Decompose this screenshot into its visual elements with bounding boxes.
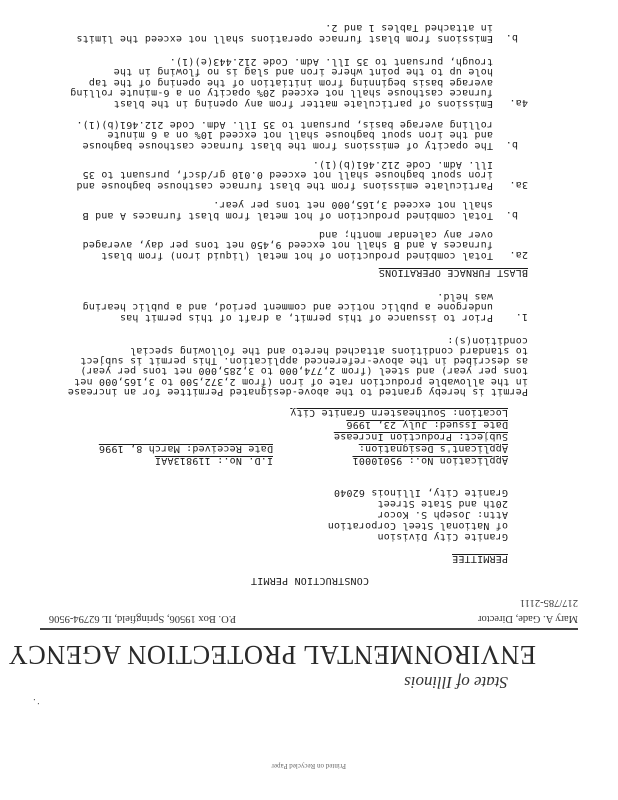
permittee-line: 20th and State Street [377,498,508,509]
condition-line: Ill. Adm. Code 212.461(b)(1). [312,159,493,170]
permittee-line: Granite City, Illinois 62040 [333,487,508,498]
condition-3a-number: 3a. [509,179,528,190]
date-received: Date Received: March 8, 1996 [98,443,273,454]
agency-address: P.O. Box 19506, Springfield, IL 62794-9506 [48,613,236,624]
permit-fields [78,406,508,466]
application-number: Application No.: 95010001 [352,455,508,466]
date-issued: Date Issued: July 23, 1996 [346,419,508,430]
condition-line: over any calendar month; and [318,229,493,240]
recycled-paper-footer: Printed on Recycled Paper [271,762,346,770]
condition-4a [70,56,493,109]
permittee-line: of National Steel Corporation [327,520,508,531]
permittee-line: Granite City Division [377,531,508,542]
intro-line: in the allowable production rate of iron (from 2,372,500 to 3,165,000 net [73,375,528,387]
intro-line: as described in the above-referenced application. This permit is subject [80,355,528,367]
condition-3b-number: b. [505,139,518,150]
condition-line: Emissions from blast furnace operations shall not exceed the limits [76,33,493,44]
agency-phone: 217/785-2111 [519,597,578,608]
intro-line: condition(s): [447,334,528,346]
condition-line: in attached Tables 1 and 2. [325,22,493,34]
condition-line: furnaces A and B shall not exceed 9,450 net tons per day, averaged [82,239,493,251]
state-seal-text: State of Illinois [404,673,508,692]
condition-line: undergone a public notice and comment period, and a public hearing [82,301,493,313]
condition-4b-number: b. [505,32,518,43]
intro-line: Permit is hereby granted to the above-designated Permittee for an increase [67,386,528,397]
condition-1 [82,291,493,323]
condition-line: furnace casthouse shall not exceed 20% opacity on a 6-minute rolling [70,87,493,99]
condition-line: rolling average basis, pursuant to 35 Ill. Adm. Code 212.461(b)(1). [76,119,493,130]
condition-line: Prior to issuance of this permit, a draft of this permit has [119,312,493,323]
condition-4b [76,22,493,43]
condition-line: Emissions of particulate matter from any opening in the blast [113,98,493,109]
condition-line: shall not exceed 3,165,000 net tons per year. [213,199,493,211]
condition-1-number: 1. [515,311,528,322]
letterhead-rule [40,628,578,630]
condition-line: iron spout baghouse shall not exceed 0.010 gr/dscf, pursuant to 35 [82,169,493,181]
condition-line: was held. [437,291,493,302]
intro-line: to standard conditions attached hereto and the following special [129,344,528,356]
intro-paragraph [68,334,528,396]
condition-2a-number: 2a. [509,249,528,260]
applicant-designation: Applicant's Designation: [358,443,508,454]
subject-line: Subject: Production Increase [333,431,508,442]
condition-3b [76,119,493,151]
scan-speck: · [36,697,40,708]
location-line: Location: Southeastern Granite City [290,407,508,418]
condition-3a [76,159,493,191]
condition-line: Total combined production of hot metal from blast furnaces A and B [82,210,493,221]
condition-line: Particulate emissions from the blast furnace casthouse baghouse and [76,180,493,191]
condition-line: average basis beginning from initiation of the opening of the tap [88,77,493,88]
condition-line: trough, pursuant to 35 Ill. Adm. Code 212.443(e)(1). [169,56,493,67]
condition-2a [82,229,493,261]
id-number: I.D. No.: 119813AAI [154,455,273,466]
document-title: CONSTRUCTION PERMIT [250,575,369,586]
condition-line: and the iron spout baghouse shall not exceed 10% on a 6 minute [107,129,493,141]
permittee-address [328,487,508,542]
condition-line: hole up to the point where iron and slag is no flowing in the [113,66,493,78]
director-line: Mary A. Gade, Director [477,613,578,624]
permittee-label: PERMITTEE [452,553,508,564]
condition-line: The opacity of emissions from the blast furnace casthouse baghouse [82,140,493,151]
agency-name: ENVIRONMENTAL PROTECTION AGENCY [7,640,536,670]
scan-speck: · [32,693,36,704]
condition-line: Total combined production of hot metal (liquid iron) from blast [101,250,493,261]
intro-line: tons per year) and steel (from 2,774,000 to 3,285,000 net tons per year) [80,365,528,377]
permittee-line: Attn: Joseph S. Kocor [377,509,508,520]
condition-2b [82,199,493,220]
condition-4a-number: 4a. [509,97,528,108]
condition-2b-number: b. [505,209,518,220]
section-heading: BLAST FURNACE OPERATIONS [378,267,528,278]
